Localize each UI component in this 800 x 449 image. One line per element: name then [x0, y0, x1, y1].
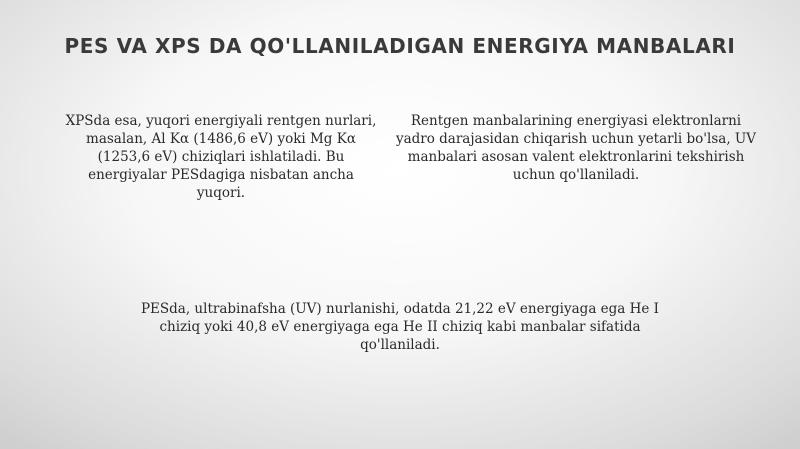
pes-sources-text: PESda, ultrabinafsha (UV) nurlanishi, odatda 21,22 eV energiyaga ega He I chiziq yoki 40,8 eV energiyaga ega He II chiziq kabi manbalar sifatida qo'llaniladi.: [140, 301, 660, 353]
source-comparison-text: Rentgen manbalarining energiyasi elektronlarni yadro darajasidan chiqarish uchun yetarli bo'lsa, UV manbalari asosan valent elektronlarini tekshirish uchun qo'llaniladi.: [395, 113, 757, 183]
slide-title: PES VA XPS DA QO'LLANILADIGAN ENERGIYA MANBALARI: [64, 34, 736, 58]
source-comparison-paragraph: [392, 112, 760, 184]
xps-sources-text: XPSda esa, yuqori energiyali rentgen nurlari, masalan, Al Kα (1486,6 eV) yoki Mg Kα (1253,6 eV) chiziqlari ishlatiladi. Bu energiyalar PESdagiga nisbatan ancha yuqori.: [65, 113, 377, 201]
xps-sources-paragraph: [62, 112, 380, 202]
pes-sources-paragraph: [140, 300, 660, 354]
